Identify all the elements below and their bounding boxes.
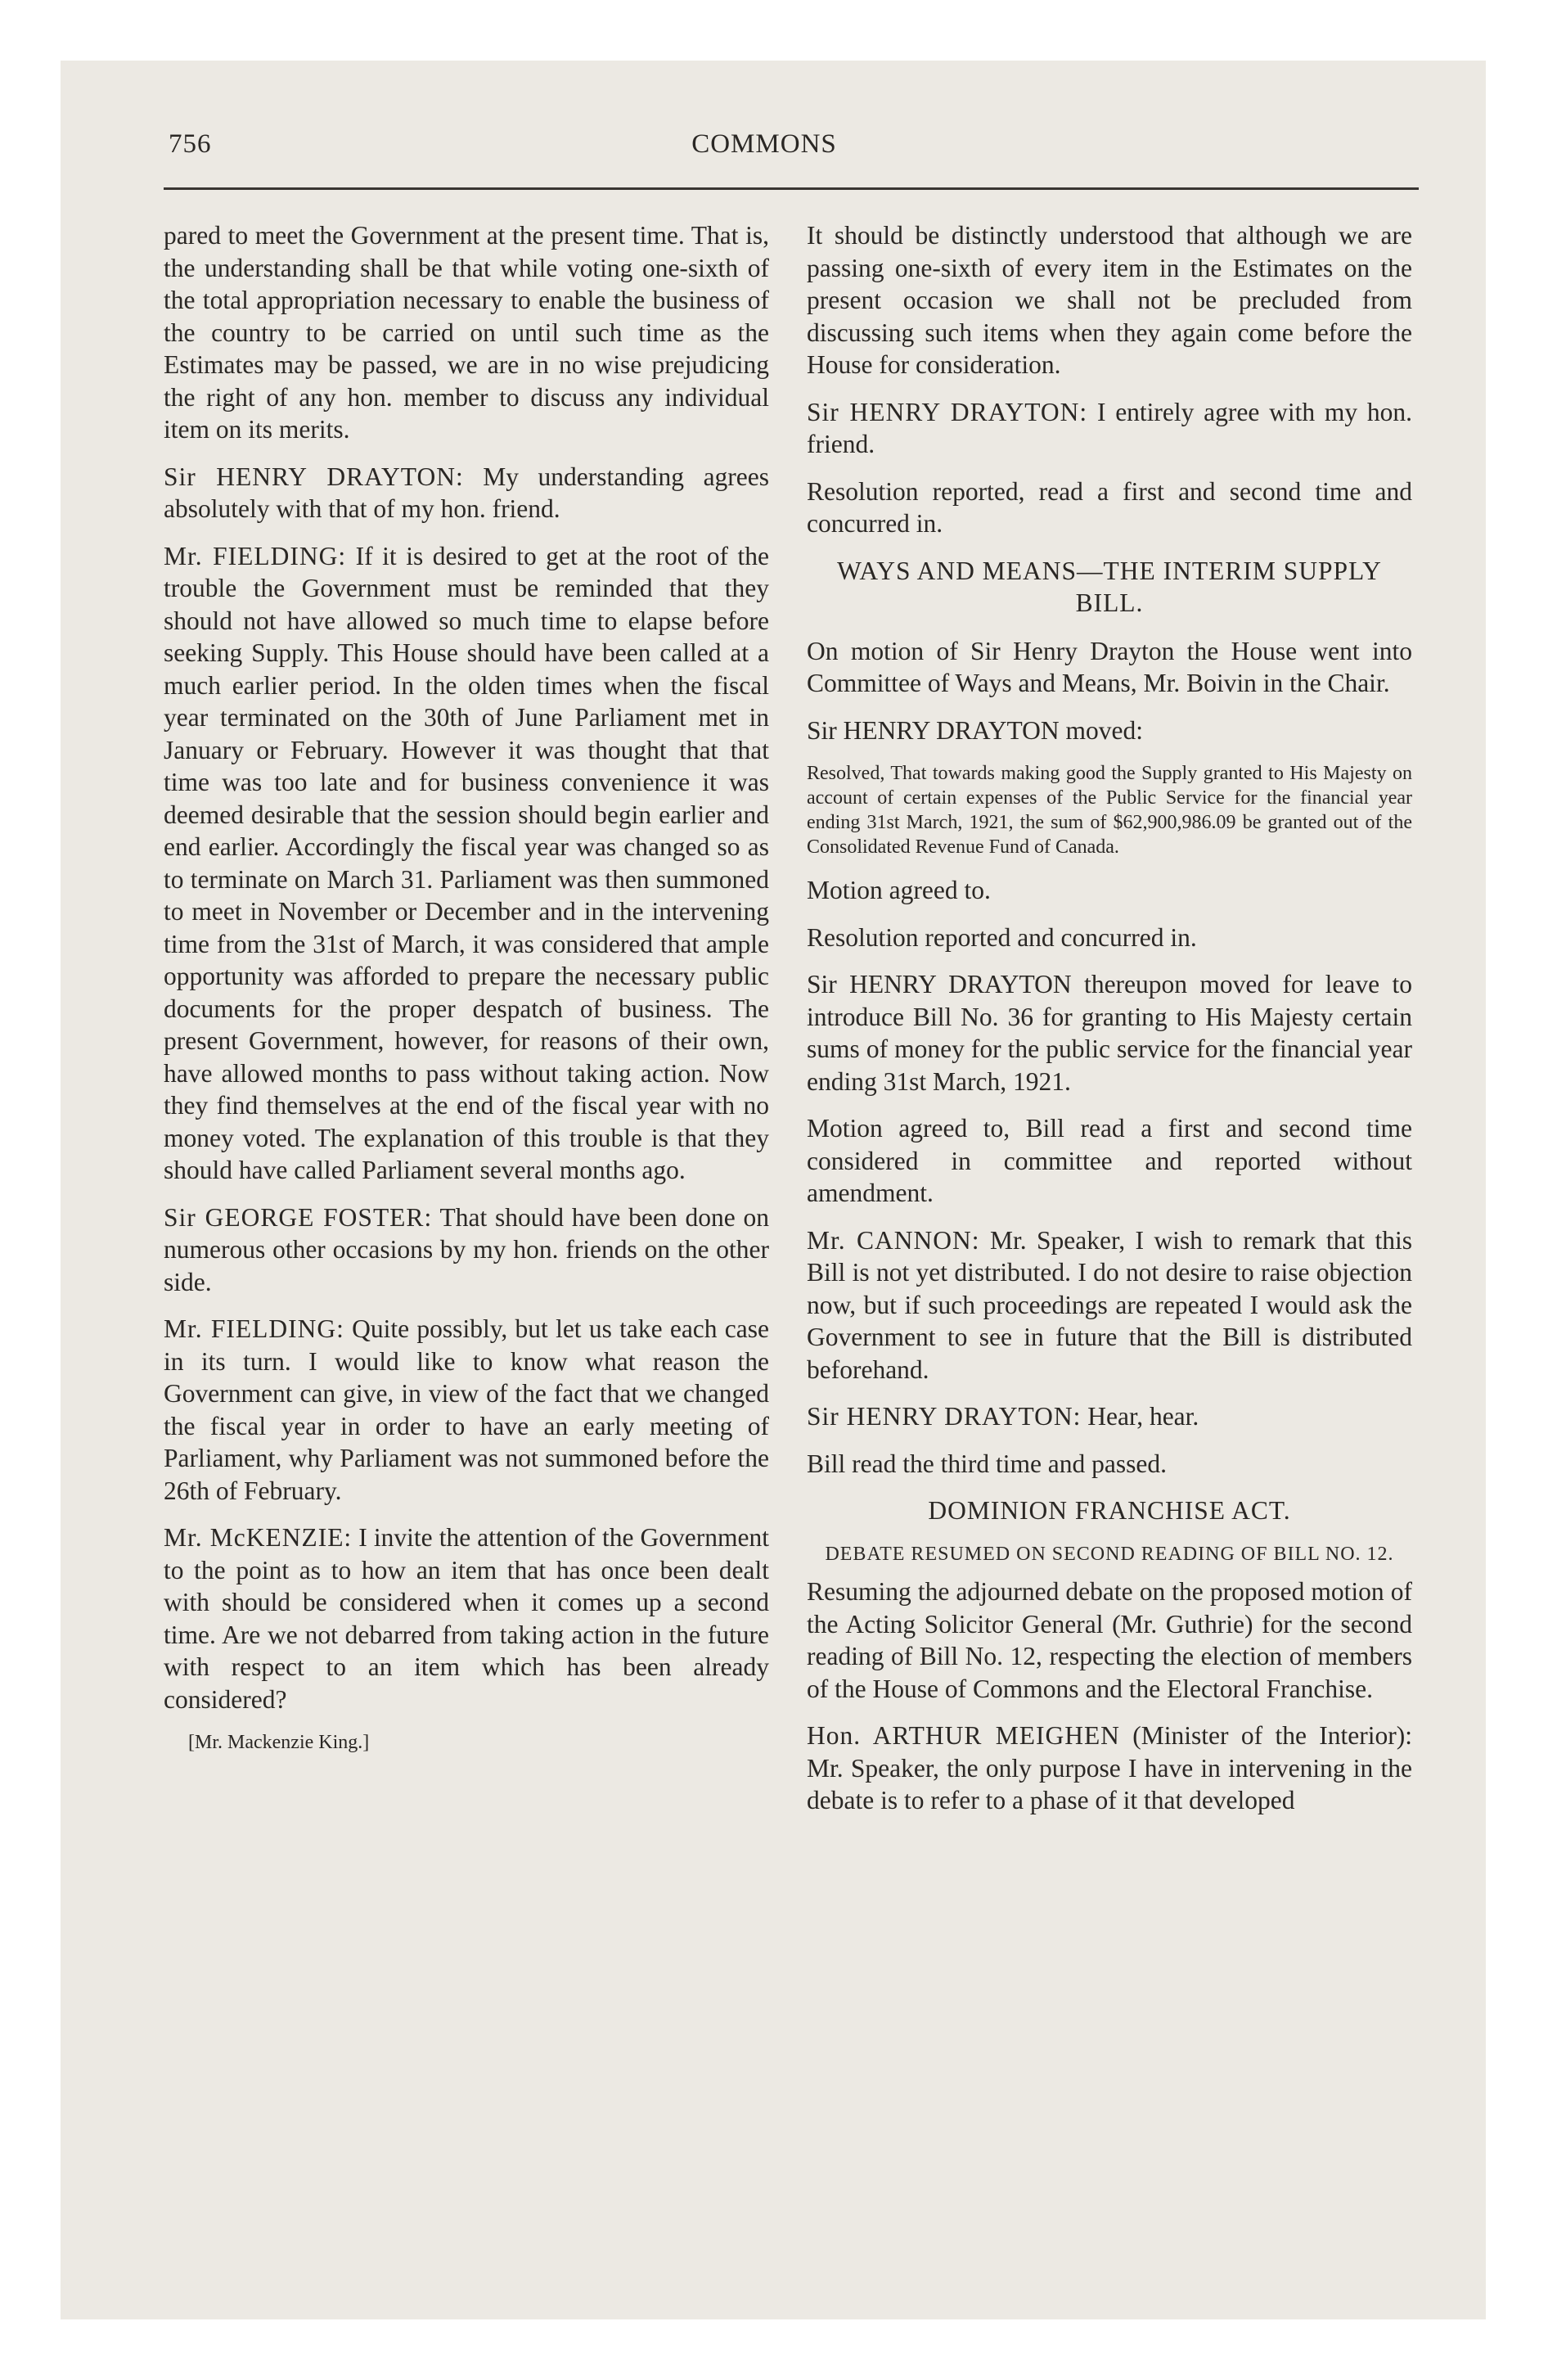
speaker-name: Hon. ARTHUR MEIGHEN [807, 1721, 1120, 1750]
paragraph: Motion agreed to, Bill read a first and second time considered in committee and reported without amendment. [807, 1114, 1412, 1207]
paragraph: It should be distinctly understood that although we are passing one-sixth of every item in the Estimates on the present occasion we shall not be precluded from discussing such items when they again come before the House for consideration. [807, 221, 1412, 379]
paragraph [164, 540, 769, 1187]
paragraph: Sir HENRY DRAYTON thereupon moved for leave to introduce Bill No. 36 for granting to His Majesty certain sums of money for the public service for the financial year ending 31st March, 1921. [807, 970, 1412, 1096]
section-heading: WAYS AND MEANS—THE INTERIM SUPPLY BILL. [837, 556, 1382, 617]
speaker-name: Sir HENRY DRAYTON: [807, 397, 1088, 426]
paragraph: Resolution reported and concurred in. [807, 922, 1197, 952]
speech-text: I invite the attention of the Government to the point as to how an item that has once been dealt with should be considered when it comes up a second time. Are we not debarred from taking action in the future with respect to an item which has been already considered? [164, 1523, 769, 1714]
paragraph [164, 1521, 769, 1715]
paragraph [807, 396, 1412, 461]
speech-text: Mr. Speaker, I wish to remark that this Bill is not yet distributed. I do not desire to raise objection now, but if such proceedings are repeated I would ask the Government to see in future that the Bill is distributed beforehand. [807, 1225, 1413, 1384]
speaker-name: Sir GEORGE FOSTER: [164, 1202, 433, 1232]
paragraph: Bill read the third time and passed. [807, 1449, 1168, 1478]
speech-text: Quite possibly, but let us take each case in its turn. I would like to know what reason the Government can give, in view of the fact that we changed the fiscal year in order to have an early meeting of Parliament, why Parliament was not summoned before the 26th of February. [164, 1314, 770, 1505]
running-title: COMMONS [691, 129, 837, 159]
paragraph [164, 1201, 769, 1299]
speech-text: Hear, hear. [1087, 1402, 1199, 1431]
paragraph [807, 1224, 1412, 1386]
paragraph: On motion of Sir Henry Drayton the House went into Committee of Ways and Means, Mr. Boivin in the Chair. [807, 636, 1412, 697]
speaker-name: Mr. FIELDING: [164, 1314, 344, 1343]
speech-text: (Minister of the Interior): Mr. Speaker, the only purpose I have in intervening in the debate is to refer to a phase of it that developed [807, 1721, 1413, 1814]
section-heading: DOMINION FRANCHISE ACT. [928, 1496, 1291, 1525]
paragraph: pared to meet the Government at the present time. That is, the understanding shall be that while voting one-sixth of the total appropriation necessary to enable the business of the country to be carried on until such time as the Estimates may be passed, we are in no wise prejudicing the right of any hon. member to discuss any individual item on its merits. [164, 221, 769, 444]
page-header [110, 129, 1419, 167]
speech-text: That should have been done on numerous other occasions by my hon. friends on the other side. [164, 1202, 770, 1296]
speaker-name: Sir HENRY DRAYTON: [807, 1402, 1082, 1431]
paragraph: Motion agreed to. [807, 876, 991, 904]
paragraph [807, 1400, 1412, 1433]
page-number: 756 [169, 129, 212, 159]
left-column [164, 219, 769, 1755]
paragraph: Resuming the adjourned debate on the proposed motion of the Acting Solicitor General (Mr. Guthrie) for the second reading of Bill No. 12, respecting the election of members of the House of Commons and the Electoral Franchise. [807, 1577, 1412, 1703]
speech-text: My understanding agrees absolutely with that of my hon. friend. [164, 462, 770, 523]
paragraph: Resolution reported, read a first and second time and concurred in. [807, 476, 1412, 538]
speaker-name: Mr. CANNON: [807, 1225, 980, 1255]
paragraph [164, 461, 769, 525]
speaker-name: Mr. McKENZIE: [164, 1523, 353, 1552]
resolution-text: Resolved, That towards making good the Supply granted to His Majesty on account of certain expenses of the Public Service for the financial year ending 31st March, 1921, the sum of $62,900,986.09 be granted out of the Consolidated Revenue Fund of Canada. [807, 763, 1412, 858]
header-rule [164, 187, 1419, 190]
section-subheading: DEBATE RESUMED ON SECOND READING OF BILL NO. 12. [825, 1544, 1394, 1565]
speech-text: If it is desired to get at the root of the trouble the Government must be reminded that they should not have allowed so much time to elapse before seeking Supply. This House should have been called at a much earlier period. In the olden times when the fiscal year terminated on the 30th of June Parliament met in January or February. However it was thought that that time was too late and for business convenience it was deemed desirable that the session should begin earlier and end earlier. Accordingly the fiscal year was changed so as to terminate on March 31. Parliament was then summoned to meet in November or December and in the intervening time from the 31st of March, it was considered that ample opportunity was afforded to prepare the necessary public documents for the proper despatch of business. The present Government, however, for reasons of their own, have allowed months to pass without taking action. Now they find themselves at the end of the fiscal year with no money voted. The explanation of this trouble is that they should have called Parliament several months ago. [164, 541, 770, 1184]
right-column [807, 219, 1412, 1832]
speaker-name: Sir HENRY DRAYTON: [164, 462, 464, 491]
speaker-name: Mr. FIELDING: [164, 541, 347, 570]
paragraph [164, 1313, 769, 1507]
paragraph [807, 1720, 1412, 1817]
speech-text: I entirely agree with my hon. friend. [807, 397, 1413, 458]
paragraph: Sir HENRY DRAYTON moved: [807, 715, 1143, 745]
footer-note: [Mr. Mackenzie King.] [188, 1732, 370, 1753]
